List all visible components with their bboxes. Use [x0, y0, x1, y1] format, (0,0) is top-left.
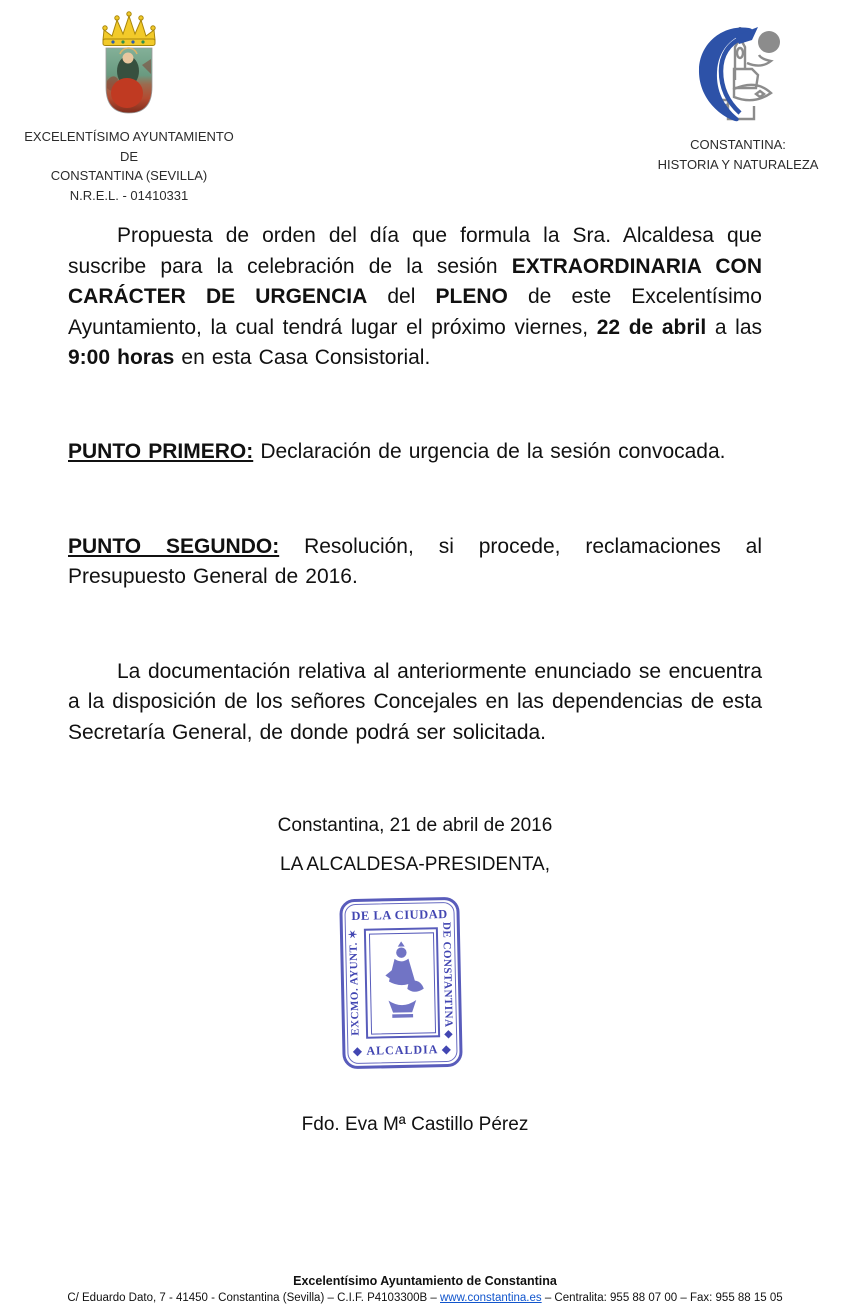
footer-address-line — [0, 1290, 850, 1306]
alcaldia-seal-icon — [339, 896, 463, 1068]
stamp-text-top: DE LA CIUDAD — [351, 906, 448, 923]
place-date-line: Constantina, 21 de abril de 2016 — [277, 814, 553, 836]
org-registry-number: N.R.E.L. - 01410331 — [69, 187, 189, 203]
punto-primero-paragraph: PUNTO PRIMERO: Declaración de urgencia de la sesión convocada. — [68, 439, 726, 463]
caption-line-1: CONSTANTINA: — [690, 137, 786, 152]
footer-org-name: Excelentísimo Ayuntamiento de Constantina — [293, 1274, 557, 1288]
footer-address-post: – Centralita: 955 88 07 00 – Fax: 955 88 15 05 — [541, 1292, 783, 1304]
org-name-line-1: EXCELENTÍSIMO AYUNTAMIENTO DE — [24, 129, 234, 164]
document-footer — [0, 1273, 850, 1306]
caption-line-2: HISTORIA Y NATURALEZA — [657, 156, 819, 172]
stamp-text-left: EXCMO. AYUNT. ✶ — [347, 928, 362, 1036]
coat-of-arms-icon — [90, 5, 168, 119]
org-identification — [14, 127, 244, 205]
header-left-block — [14, 5, 244, 205]
footer-website-link[interactable]: www.constantina.es — [440, 1292, 542, 1304]
org-name-line-2: CONSTANTINA (SEVILLA) — [50, 168, 208, 183]
footer-address-pre: C/ Eduardo Dato, 7 - 41450 - Constantina (Sevilla) – C.I.F. P4103300B – — [67, 1292, 440, 1304]
header-right-caption — [645, 135, 831, 174]
documentation-paragraph: La documentación relativa al anteriormente enunciado se encuentra a la disposición de los señores Concejales en las dependencias de esta Secretaría General, de donde podrá ser solicitada. — [68, 659, 762, 744]
stamp-emblem-frame — [364, 927, 440, 1039]
document-header — [0, 0, 850, 203]
header-right-block — [645, 22, 831, 174]
stamp-text-bottom: ◆ ALCALDIA ◆ — [352, 1041, 453, 1058]
document-body — [68, 200, 762, 749]
stamp-text-right: DE CONSTANTINA ◆ — [440, 921, 455, 1039]
stamp-emblem-icon — [368, 931, 435, 1033]
punto-segundo-paragraph: PUNTO SEGUNDO: Resolución, si procede, reclamaciones al Presupuesto General de 2016. — [68, 534, 762, 589]
intro-paragraph: Propuesta de orden del día que formula la Sra. Alcaldesa que suscribe para la celebración de la sesión EXTRAORDINARIA CON CARÁCTER DE URGENCIA del PLENO de este Excelentísimo Ayuntamiento, la cual tendrá lugar el próximo viernes, 22 de abril a las 9:00 horas en esta Casa Consistorial. — [68, 224, 762, 370]
historia-naturaleza-emblem-icon — [688, 22, 788, 124]
signature-name-line: Fdo. Eva Mª Castillo Pérez — [301, 1113, 529, 1135]
signer-role-line: LA ALCALDESA-PRESIDENTA, — [280, 853, 550, 875]
